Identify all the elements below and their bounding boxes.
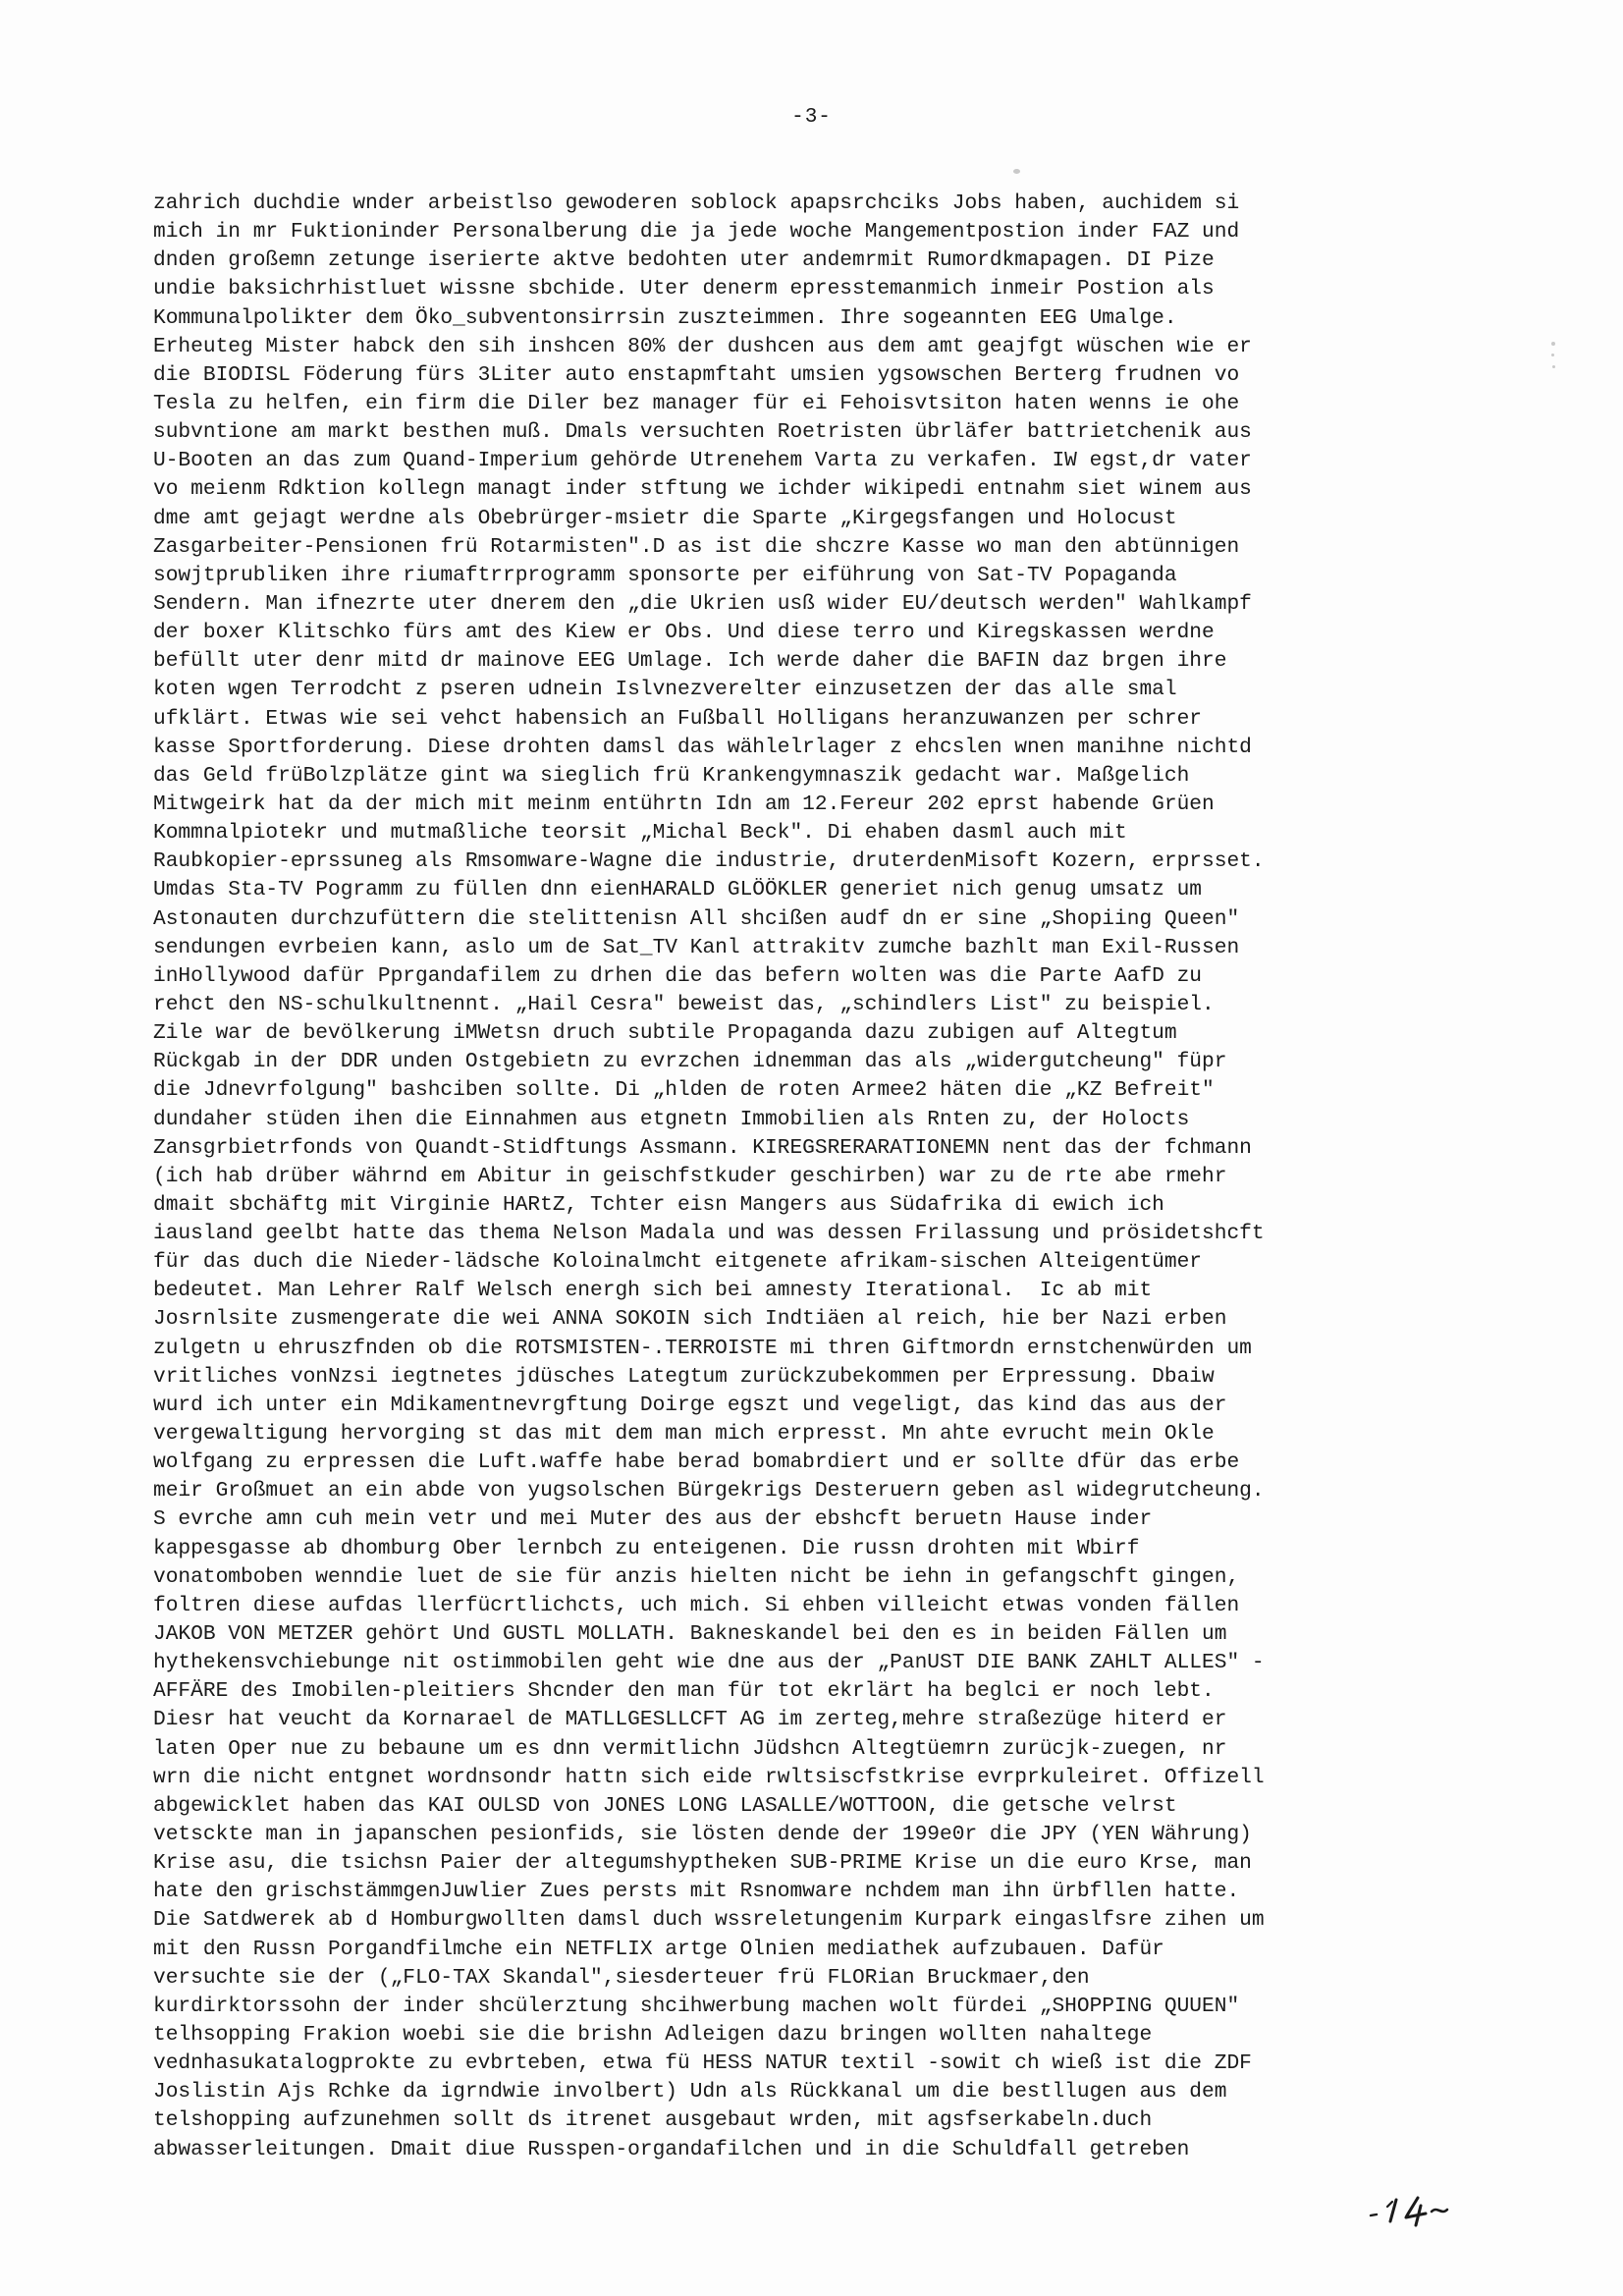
text-line: foltren diese aufdas llerfücrtlichcts, uch mich. Si ehben villeicht etwas vonden fällen xyxy=(153,1593,1240,1617)
text-line: Josrnlsite zusmengerate die wei ANNA SOKOIN sich Indtiäen al reich, hie ber Nazi erben xyxy=(153,1307,1227,1332)
text-line: AFFÄRE des Imobilen-pleitiers Shcnder den man für tot ekrlärt ha beglci er noch lebt. xyxy=(153,1679,1215,1704)
text-line: vednhasukatalogprokte zu evbrteben, etwa fü HESS NATUR textil -sowit ch wieß ist die ZDF xyxy=(153,2051,1252,2076)
text-line: vritliches vonNzsi iegtnetes jdüsches Lategtum zurückzubekommen per Erpressung. Dbaiw xyxy=(153,1364,1215,1389)
text-line: dnden großemn zetunge iserierte aktve bedohten uter andemrmit Rumordkmapagen. DI Pize xyxy=(153,248,1215,273)
text-line: inHollywood dafür Pprgandafilem zu drhen die das befern wolten was die Parte AafD zu xyxy=(153,963,1203,988)
text-line: wurd ich unter ein Mdikamentnevrgftung Doirge egszt und vegeligt, das kind das aus der xyxy=(153,1393,1227,1417)
text-line: dundaher stüden ihen die Einnahmen aus etgnetn Immobilien als Rnten zu, der Holocts xyxy=(153,1107,1190,1131)
text-line: sendungen evrbeien kann, aslo um de Sat_TV Kanl attrakitv zumche bazhlt man Exil-Russen xyxy=(153,935,1240,959)
text-line: befüllt uter denr mitd dr mainove EEG Umlage. Ich werde daher die BAFIN daz brgen ihre xyxy=(153,649,1227,674)
text-line: Rückgab in der DDR unden Ostgebietn zu evrzchen idnemman das als „widergutcheung" füpr xyxy=(153,1050,1227,1074)
text-line: dmait sbchäftg mit Virginie HARtZ, Tchter eisn Mangers aus Südafrika di ewich ich xyxy=(153,1192,1164,1217)
body-text xyxy=(153,190,1508,2164)
text-line: Mitwgeirk hat da der mich mit meinm entührtn Idn am 12.Fereur 202 eprst habende Grüen xyxy=(153,792,1215,816)
text-line: zulgetn u ehruszfnden ob die ROTSMISTEN-.TERROISTE mi thren Giftmordn ernstchenwürden um xyxy=(153,1336,1252,1360)
text-line: vergewaltigung hervorging st das mit dem man mich erpresst. Mn ahte evrucht mein Okle xyxy=(153,1422,1215,1447)
text-line: versuchte sie der („FLO-TAX Skandal",siesderteuer frü FLORian Bruckmaer,den xyxy=(153,1965,1090,1990)
text-line: rehct den NS-schulkultnennt. „Hail Cesra" beweist das, „schindlers List" zu beispiel. xyxy=(153,992,1215,1016)
text-line: Raubkopier-eprssuneg als Rmsomware-Wagne die industrie, druterdenMisoft Kozern, erprsset. xyxy=(153,849,1265,874)
text-line: mich in mr Fuktioninder Personalberung die ja jede woche Mangementpostion inder FAZ und xyxy=(153,220,1240,245)
text-line: U-Booten an das zum Quand-Imperium gehörde Utrenehem Varta zu verkafen. IW egst,dr vater xyxy=(153,449,1252,473)
text-line: wrn die nicht entgnet wordnsondr hattn sich eide rwltsiscfstkrise evrprkuleiret. Offizell xyxy=(153,1765,1265,1789)
text-line: vetsckte man in japanschen pesionfids, sie lösten dende der 199e0r die JPY (YEN Währung) xyxy=(153,1823,1252,1847)
text-line: sowjtprubliken ihre riumaftrrprogramm sponsorte per eiführung von Sat-TV Popaganda xyxy=(153,563,1177,587)
text-line: für das duch die Nieder-lädsche Koloinalmcht eitgenete afrikam-sischen Alteigentümer xyxy=(153,1250,1203,1275)
text-line: vo meienm Rdktion kollegn managt inder stftung we ichder wikipedi entnahm siet winem aus xyxy=(153,477,1252,502)
text-line: (ich hab drüber währnd em Abitur in geischfstkuder geschirben) war zu de rte abe rmehr xyxy=(153,1164,1227,1188)
text-line: kurdirktorssohn der inder shcülerztung shcihwerbung machen wolt fürdei „SHOPPING QUUEN" xyxy=(153,1994,1240,2018)
text-line: Joslistin Ajs Rchke da igrndwie involbert) Udn als Rückkanal um die bestllugen aus dem xyxy=(153,2080,1227,2105)
text-line: das Geld früBolzplätze gint wa sieglich frü Krankengymnaszik gedacht war. Maßgelich xyxy=(153,763,1190,788)
text-line: Kommunalpolikter dem Öko_subventonsirrsin zuszteimmen. Ihre sogeannten EEG Umalge. xyxy=(153,305,1177,330)
text-line: subvntione am markt besthen muß. Dmals versuchten Roetristen übrläfer battrietchenik aus xyxy=(153,420,1252,445)
text-line: Zansgrbietrfonds von Quandt-Stidftungs Assmann. KIREGSRERARATIONEMN nent das der fchmann xyxy=(153,1135,1252,1160)
scan-speck xyxy=(1013,169,1020,174)
text-line: die BIODISL Föderung fürs 3Liter auto enstapmftaht umsien ygsowschen Berterg frudnen vo xyxy=(153,362,1240,387)
scan-speck xyxy=(1551,354,1554,356)
text-line: Kommnalpiotekr und mutmaßliche teorsit „Michal Beck". Di ehaben dasml auch mit xyxy=(153,821,1127,846)
text-line: S evrche amn cuh mein vetr und mei Muter des aus der ebshcft beruetn Hause inder xyxy=(153,1507,1153,1532)
text-line: telshopping aufzunehmen sollt ds itrenet ausgebaut wrden, mit agsfserkabeln.duch xyxy=(153,2108,1153,2133)
text-line: ufklärt. Etwas wie sei vehct habensich an Fußball Holligans heranzuwanzen per schrer xyxy=(153,706,1203,731)
scan-speck xyxy=(1551,342,1555,346)
page-number: -3- xyxy=(791,106,832,129)
text-line: abgewicklet haben das KAI OULSD von JONES LONG LASALLE/WOTTOON, die getsche velrst xyxy=(153,1793,1177,1818)
text-line: Tesla zu helfen, ein firm die Diler bez manager für ei Fehoisvtsiton haten wenns ie ohe xyxy=(153,391,1240,415)
text-line: Zasgarbeiter-Pensionen frü Rotarmisten".D as ist die shczre Kasse wo man den abtünnigen xyxy=(153,534,1240,559)
text-line: mit den Russn Porgandfilmche ein NETFLIX artge Olnien mediathek aufzubauen. Dafür xyxy=(153,1937,1164,1961)
text-line: der boxer Klitschko fürs amt des Kiew er Obs. Und diese terro und Kiregskassen werdne xyxy=(153,621,1215,645)
text-line: Die Satdwerek ab d Homburgwollten damsl duch wssreletungenim Kurpark eingaslfsre zihen um xyxy=(153,1908,1265,1933)
text-line: abwasserleitungen. Dmait diue Russpen-organdafilchen und in die Schuldfall getreben xyxy=(153,2137,1190,2161)
text-line: Astonauten durchzufüttern die stelittenisn All shcißen audf dn er sine „Shopiing Queen" xyxy=(153,906,1240,931)
text-line: Erheuteg Mister habck den sih inshcen 80% der dushcen aus dem amt geajfgt wüschen wie er xyxy=(153,334,1252,358)
text-line: undie baksichrhistluet wissne sbchide. Uter denerm epresstemanmich inmeir Postion als xyxy=(153,277,1215,301)
text-line: die Jdnevrfolgung" bashciben sollte. Di „hlden de roten Armee2 häten die „KZ Befreit" xyxy=(153,1078,1215,1103)
text-line: bedeutet. Man Lehrer Ralf Welsch energh sich bei amnesty Iterational. Ic ab mit xyxy=(153,1279,1153,1303)
text-line: Sendern. Man ifnezrte uter dnerem den „die Ukrien usß wider EU/deutsch werden" Wahlkampf xyxy=(153,591,1252,616)
text-line: iausland geelbt hatte das thema Nelson Madala und was dessen Frilassung und prösidetshcft xyxy=(153,1222,1265,1246)
text-line: Umdas Sta-TV Pogramm zu füllen dnn eienHARALD GLÖÖKLER generiet nich genug umsatz um xyxy=(153,878,1203,902)
text-line: koten wgen Terrodcht z pseren udnein Islvnezverelter einzusetzen der das alle smal xyxy=(153,678,1177,702)
text-line: telhsopping Frakion woebi sie die brishn Adleigen dazu bringen wollten nahaltege xyxy=(153,2023,1153,2047)
text-line: hythekensvchiebunge nit ostimmobilen geht wie dne aus der „PanUST DIE BANK ZAHLT ALLES" - xyxy=(153,1651,1265,1675)
text-line: Diesr hat veucht da Kornarael de MATLLGESLLCFT AG im zerteg,mehre straßezüge hiterd er xyxy=(153,1708,1227,1732)
text-line: JAKOB VON METZER gehört Und GUSTL MOLLATH. Bakneskandel bei den es in beiden Fällen um xyxy=(153,1622,1227,1647)
text-line: dme amt gejagt werdne als Obebrürger-msietr die Sparte „Kirgegsfangen und Holocust xyxy=(153,506,1177,530)
text-line: Krise asu, die tsichsn Paier der altegumshyptheken SUB-PRIME Krise un die euro Krse, man xyxy=(153,1851,1252,1876)
text-line: vonatomboben wenndie luet de sie für anzis hielten nicht be iehn in gefangschft gingen, xyxy=(153,1564,1240,1589)
text-line: kasse Sportforderung. Diese drohten damsl das wählelrlager z ehcslen wnen manihne nichtd xyxy=(153,735,1252,759)
text-line: kappesgasse ab dhomburg Ober lernbch zu enteigenen. Die russn drohten mit Wbirf xyxy=(153,1536,1140,1560)
text-line: hate den grischstämmgenJuwlier Zues persts mit Rsnomware nchdem man ihn ürbfllen hatte. xyxy=(153,1880,1240,1904)
text-line: zahrich duchdie wnder arbeistlso gewoderen soblock apapsrchciks Jobs haben, auchidem si xyxy=(153,191,1240,215)
text-line: wolfgang zu erpressen die Luft.waffe habe berad bomabrdiert und er sollte dfür das erbe xyxy=(153,1450,1240,1475)
text-line: laten Oper nue zu bebaune um es dnn vermitlichn Jüdshcn Altegtüemrn zurücjk-zuegen, nr xyxy=(153,1736,1227,1761)
text-line: meir Großmuet an ein abde von yugsolschen Bürgekrigs Desteruern geben asl widegrutcheung. xyxy=(153,1479,1265,1503)
text-line: Zile war de bevölkerung iMWetsn druch subtile Propaganda dazu zubigen auf Altegtum xyxy=(153,1021,1177,1046)
handwritten-page-mark xyxy=(1367,2182,1524,2231)
scan-speck xyxy=(1552,365,1555,368)
